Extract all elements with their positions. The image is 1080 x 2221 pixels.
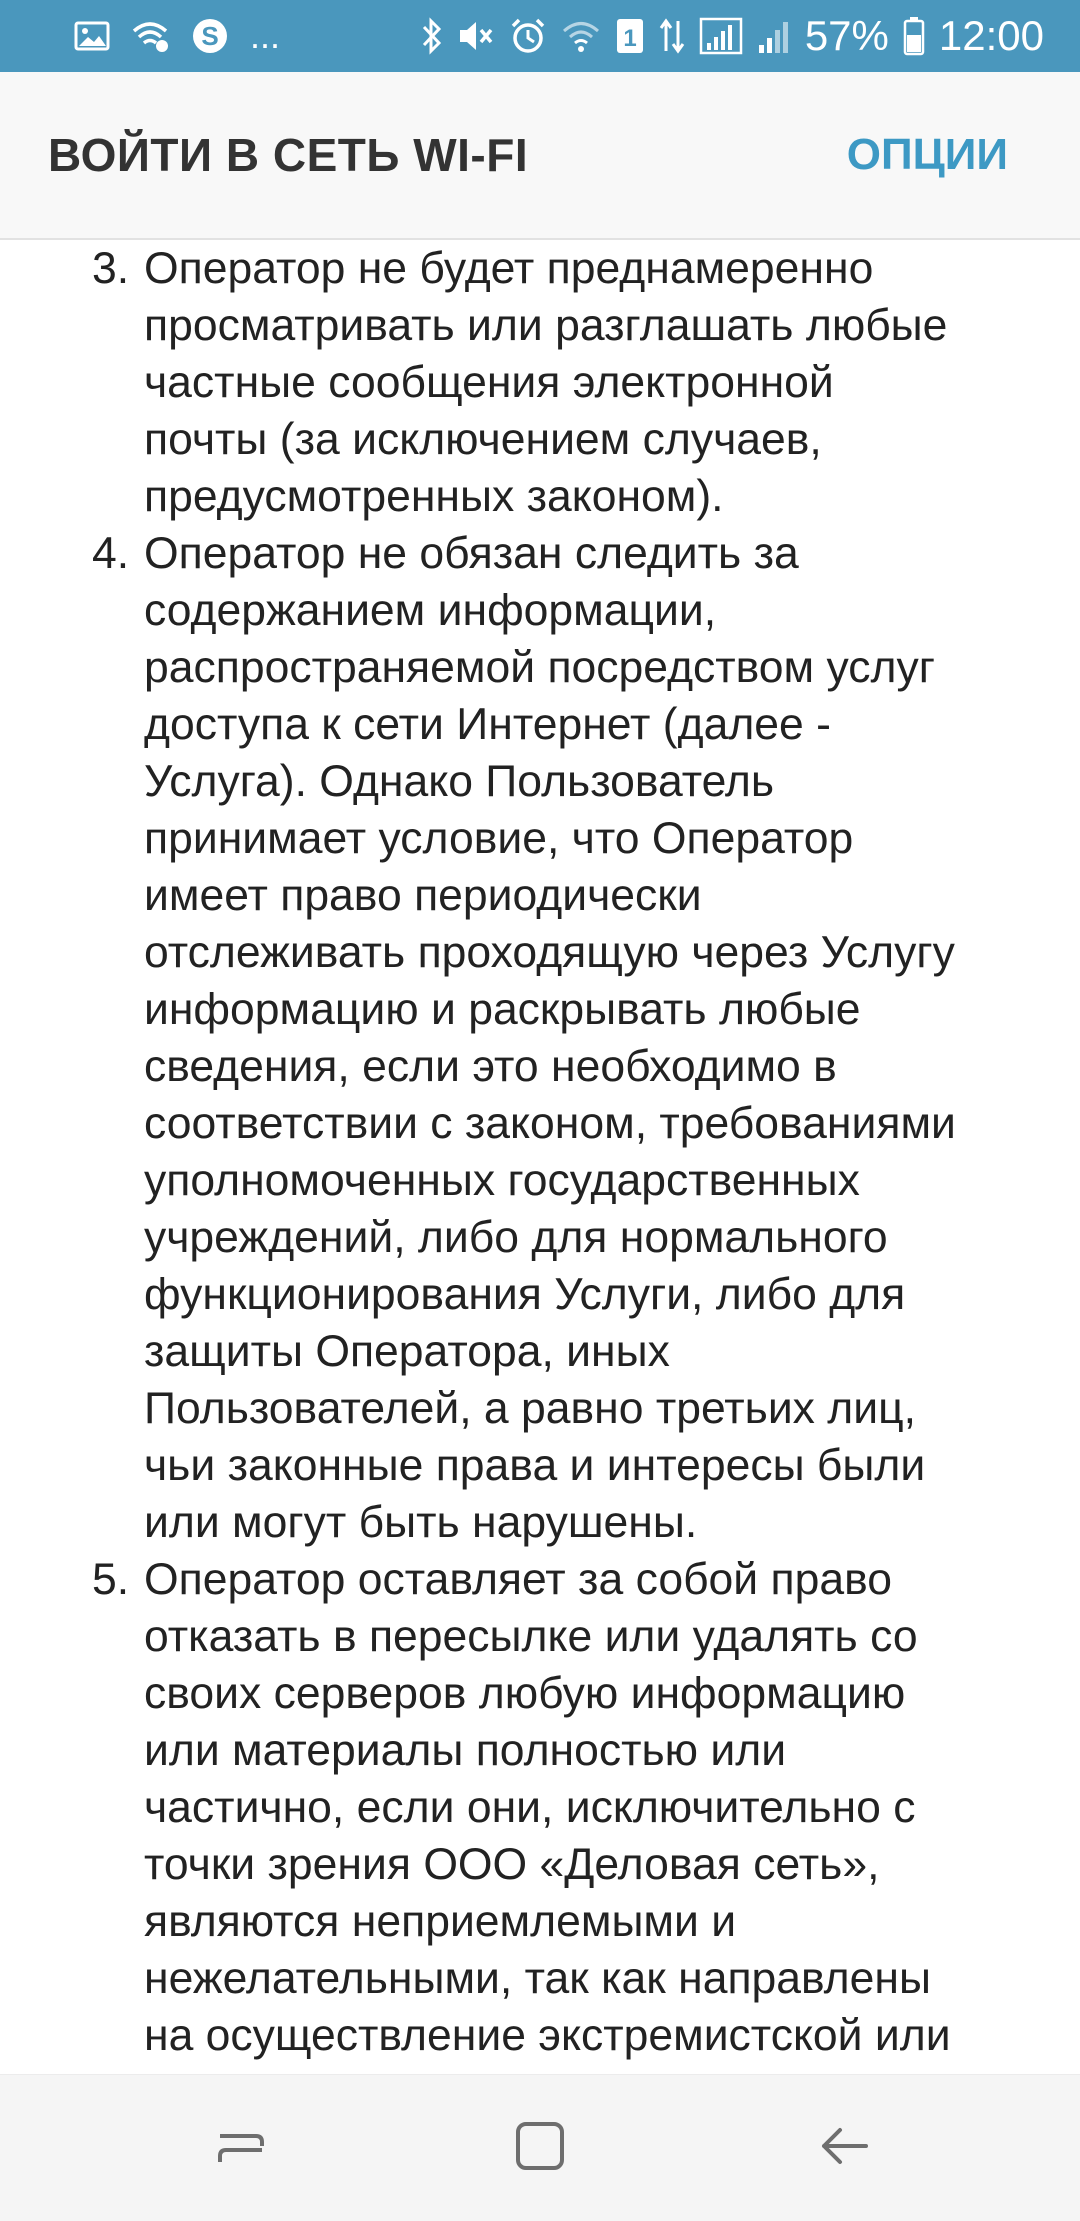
home-icon xyxy=(512,2118,568,2178)
terms-list xyxy=(0,240,1080,2064)
wifi-icon xyxy=(561,19,601,53)
recent-apps-icon xyxy=(212,2118,268,2178)
list-item-text: Оператор не будет преднамеренно просматривать или разглашать любые частные сообщения электронной почты (за исключением случаев, предусмотренных законом). xyxy=(144,244,948,521)
back-button[interactable] xyxy=(764,2075,924,2221)
list-item xyxy=(0,240,1080,525)
more-notifications-indicator: ... xyxy=(250,15,281,56)
wifi-signal-icon xyxy=(130,19,170,53)
page-title: ВОЙТИ В СЕТЬ WI-FI xyxy=(48,129,529,181)
terms-content[interactable] xyxy=(0,240,1080,2074)
back-icon xyxy=(816,2118,872,2178)
alarm-icon xyxy=(509,17,547,55)
list-item xyxy=(0,1551,1080,2064)
data-transfer-icon xyxy=(659,17,685,55)
battery-percent: 57% xyxy=(804,12,889,59)
status-bar-left xyxy=(74,0,280,72)
image-icon xyxy=(74,20,110,52)
list-item-number: 3. xyxy=(92,244,130,293)
list-item-text: Оператор не обязан следить за содержанием информации, распространяемой посредством услуг доступа к сети Интернет (далее - Услуга). Однако Пользователь принимает условие, что Оператор имеет право периодически отслеживать проходящую через Услугу информацию и раскрывать любые сведения, если это необходимо в соответствии с законом, требованиями уполномоченных государственных учреждений, либо для нормального функционирования Услуги, либо для защиты Оператора, иных Пользователей, а равно третьих лиц, чьи законные права и интересы были или могут быть нарушены. xyxy=(144,529,956,1547)
home-button[interactable] xyxy=(460,2075,620,2221)
app-bar xyxy=(0,72,1080,240)
sim1-icon xyxy=(615,17,645,55)
mute-icon xyxy=(457,18,495,54)
list-item-text: Оператор оставляет за собой право отказать в пересылке или удалять со своих серверов любую информацию или материалы полностью или частично, если они, исключительно с точки зрения ООО «Деловая сеть», являются неприемлемыми и нежелательными, так как направлены на осуществление экстремистской или xyxy=(144,1555,951,2060)
svg-text:S: S xyxy=(201,21,219,51)
skype-icon xyxy=(190,16,230,56)
signal-icon-2 xyxy=(757,17,791,55)
status-bar xyxy=(0,0,1080,72)
battery-icon xyxy=(903,16,925,56)
navigation-bar xyxy=(0,2074,1080,2221)
list-item-number: 4. xyxy=(92,529,130,578)
sim-number: 1 xyxy=(623,25,637,52)
list-item xyxy=(0,525,1080,1551)
list-item-number: 5. xyxy=(92,1555,130,1604)
recent-apps-button[interactable] xyxy=(160,2075,320,2221)
status-bar-right xyxy=(421,0,1044,72)
clock: 12:00 xyxy=(938,12,1044,59)
options-button[interactable]: ОПЦИИ xyxy=(846,130,1008,179)
bluetooth-icon xyxy=(421,17,443,55)
signal-icon xyxy=(699,17,743,55)
